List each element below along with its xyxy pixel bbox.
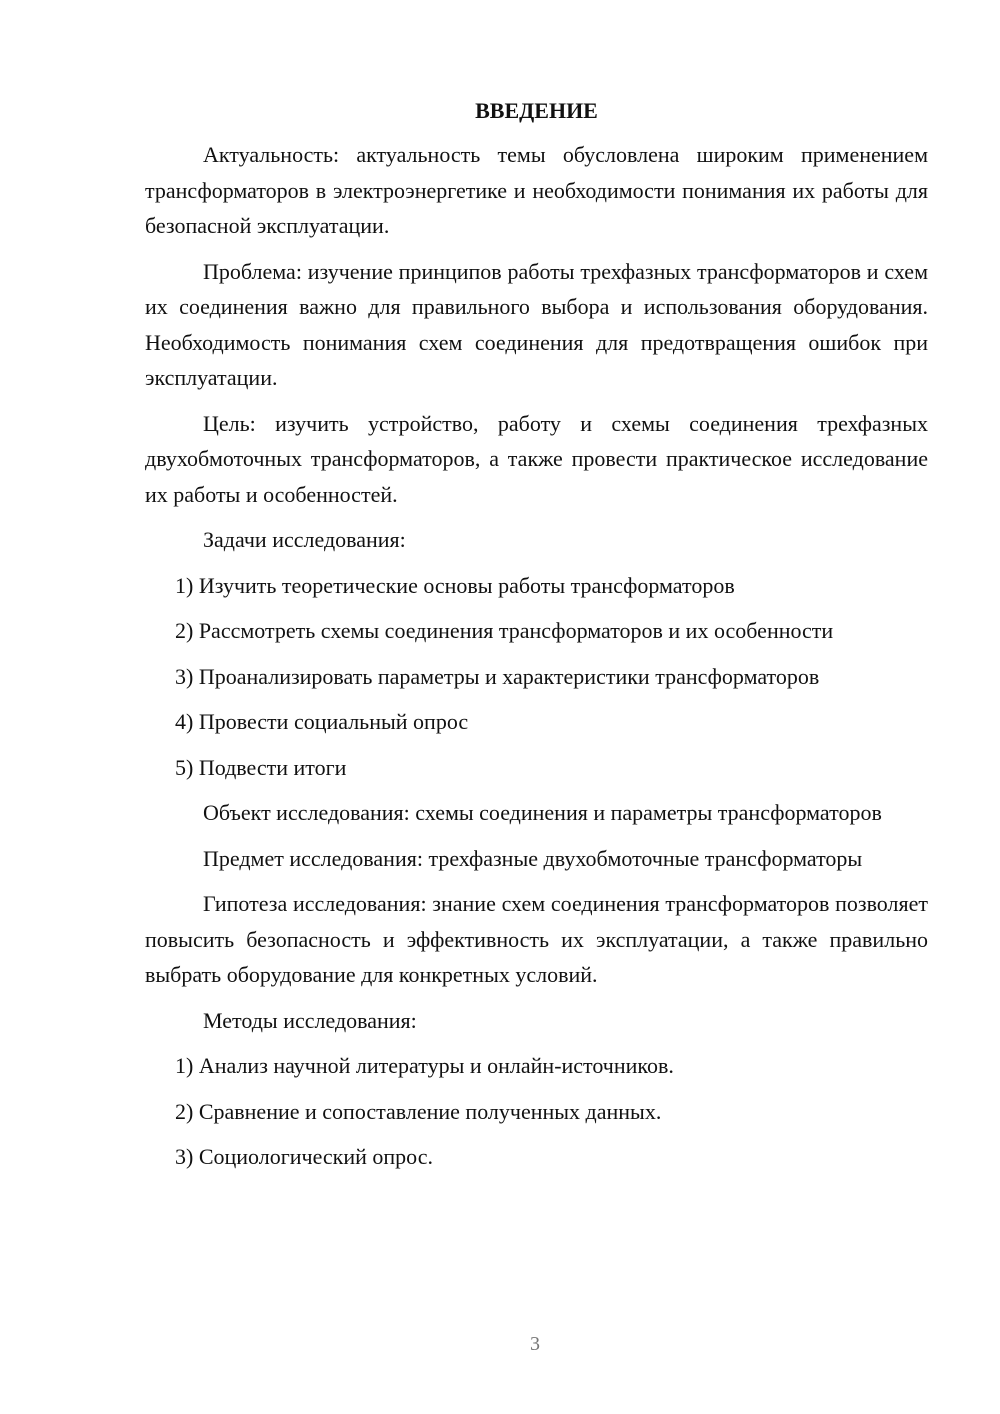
tasks-list	[145, 568, 928, 786]
page-title: ВВЕДЕНИЕ	[475, 98, 598, 123]
method-item: 3) Социологический опрос.	[175, 1144, 433, 1169]
document-page	[145, 95, 928, 1185]
tasks-heading: Задачи исследования:	[203, 527, 406, 552]
task-item: 1) Изучить теоретические основы работы трансформаторов	[175, 572, 735, 598]
subject-paragraph: Предмет исследования: трехфазные двухобмоточные трансформаторы	[203, 845, 863, 871]
task-item: 3) Проанализировать параметры и характеристики трансформаторов	[175, 663, 820, 689]
problem-paragraph: Проблема: изучение принципов работы трехфазных трансформаторов и схем их соединения важно для правильного выбора и использования оборудования. Необходимость понимания схем соединения для предотвращения ошибок при эксплуатации.	[145, 258, 928, 390]
task-item: 2) Рассмотреть схемы соединения трансформаторов и их особенности	[175, 618, 834, 643]
goal-paragraph: Цель: изучить устройство, работу и схемы соединения трехфазных двухобмоточных трансформаторов, а также провести практическое исследование их работы и особенностей.	[145, 410, 928, 507]
task-item: 5) Подвести итоги	[175, 754, 347, 780]
object-paragraph: Объект исследования: схемы соединения и параметры трансформаторов	[203, 800, 882, 825]
relevance-paragraph: Актуальность: актуальность темы обусловлена широким применением трансформаторов в электроэнергетике и необходимости понимания их работы для безопасной эксплуатации.	[145, 142, 928, 238]
hypothesis-paragraph: Гипотеза исследования: знание схем соединения трансформаторов позволяет повысить безопасность и эффективность их эксплуатации, а также правильно выбрать оборудование для конкретных условий.	[145, 891, 928, 987]
method-item: 2) Сравнение и сопоставление полученных данных.	[175, 1098, 662, 1124]
method-item: 1) Анализ научной литературы и онлайн-источников.	[175, 1053, 674, 1078]
page-number: 3	[530, 1333, 540, 1355]
methods-list	[145, 1048, 928, 1175]
task-item: 4) Провести социальный опрос	[175, 709, 469, 734]
methods-heading: Методы исследования:	[203, 1007, 417, 1033]
